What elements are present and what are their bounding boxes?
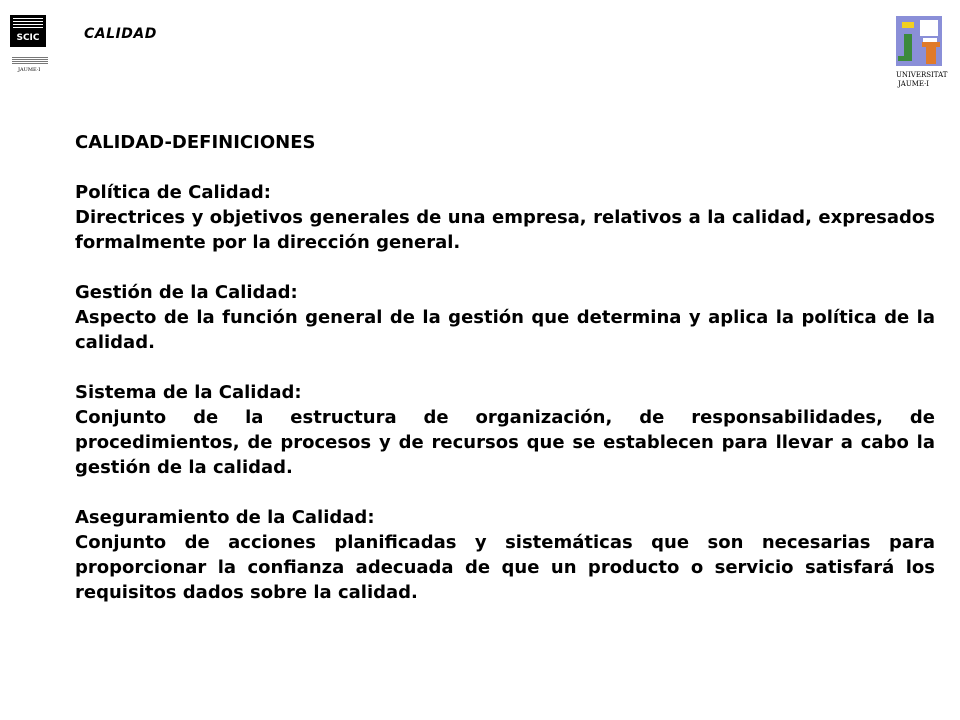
- definition-term: Sistema de la Calidad:: [75, 382, 302, 403]
- definition-section: [75, 380, 935, 480]
- document-body: [75, 130, 935, 605]
- definition-section: [75, 505, 935, 605]
- scic-logo-text: SCIC: [16, 33, 40, 43]
- definition-section: [75, 280, 935, 355]
- university-logo: [896, 16, 946, 96]
- university-logo-line: JAUME·I: [898, 80, 930, 88]
- university-logo-line: UNIVERSITAT: [896, 71, 948, 79]
- definition-term: Aseguramiento de la Calidad:: [75, 507, 375, 528]
- scic-logo-subtext: JAUME·I: [18, 67, 41, 73]
- definition-text: Conjunto de la estructura de organización, de responsabilidades, de procedimientos, de procesos y de recursos que se establecen para llevar a cabo la gestión de la calidad.: [75, 407, 935, 478]
- definition-text: Conjunto de acciones planificadas y sistemáticas que son necesarias para proporcionar la confianza adecuada de que un producto o servicio satisfará los requisitos dados sobre la calidad.: [75, 532, 935, 603]
- header-label: CALIDAD: [84, 26, 157, 42]
- university-logo-text: [896, 71, 958, 89]
- scic-logo-stripes: [12, 57, 48, 65]
- definition-section: [75, 180, 935, 255]
- scic-logo: [10, 15, 52, 75]
- definition-text: Aspecto de la función general de la gestión que determina y aplica la política de la calidad.: [75, 307, 935, 353]
- definition-term: Política de Calidad:: [75, 182, 271, 203]
- document-title: CALIDAD-DEFINICIONES: [75, 132, 316, 153]
- definition-text: Directrices y objetivos generales de una empresa, relativos a la calidad, expresados formalmente por la dirección general.: [75, 207, 935, 253]
- definition-term: Gestión de la Calidad:: [75, 282, 298, 303]
- university-logo-art: [896, 16, 942, 66]
- scic-logo-box: [10, 15, 46, 47]
